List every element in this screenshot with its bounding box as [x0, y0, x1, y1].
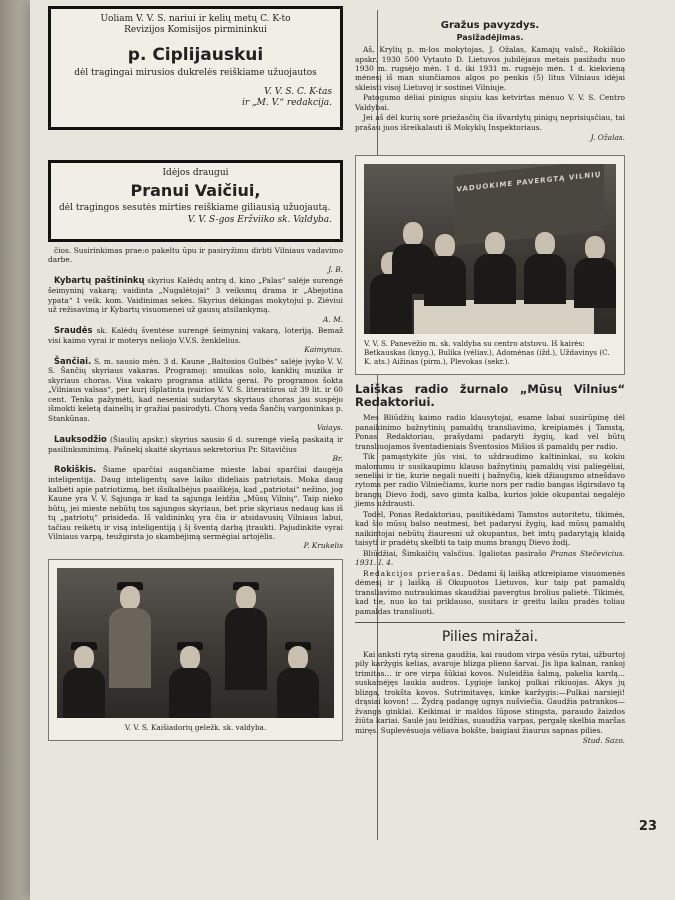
article-paragraph: Bliūdžiai, Šimkaičių valsčius. Igaliotas pasirašo Pranas Stečevicius. 1931. I. 4. [355, 548, 626, 568]
obituary-box-vaicius [48, 160, 343, 242]
person-figure [474, 232, 516, 304]
person-figure [524, 232, 566, 304]
obituary-line: Idėjos draugui [162, 168, 229, 178]
obituary-line: Revizijos Komisijos pirmininkui [124, 25, 267, 36]
photo-kaisiadorys-board [48, 559, 343, 741]
section-divider [355, 622, 625, 623]
person-figure [63, 642, 105, 718]
obituary-line: Uoliam V. V. S. nariui ir kelių metų C. K-to [100, 14, 291, 24]
article-signature: Stud. Sazo. [582, 736, 625, 746]
article-title: Pilies miražai. [441, 629, 539, 645]
article-subtitle: Pasižadėjimas. [456, 32, 524, 42]
obituary-name: Pranui Vaičiui, [130, 181, 261, 201]
news-item: Sraudės sk. Kalėdų šventėse surengė šeimyninį vakarą, loteriją. Bemaž visi kaimo vyrai ir moterys nešiojo V.V.S. ženklelius. Kaimynas. [48, 325, 343, 355]
person-figure [225, 582, 267, 690]
right-column [355, 20, 625, 746]
photo-panevezys-board [355, 155, 625, 375]
article-letter [355, 383, 625, 616]
page-number: 23 [638, 819, 657, 834]
banner-text: VADUOKIME PAVERGTĄ VILNIŲ [456, 170, 602, 194]
person-figure [109, 582, 151, 688]
article-paragraph: Jei aš dėl kurių sorė priežasčių čia išvardytų pinigų neprisiųsčiau, tai prašau juos išreikalauti iš Mokyklų Inspektoriaus. [355, 113, 625, 132]
article-paragraph: Redakcijos prierašas. Dėdami šį laišką atkreipiame visuomenės dėmesį ir į laišką iš Okupuotos Lietuvos, kur taip pat pamaldų transliavimo nutraukimas skaudžiai pavergtus brolius palietė. Tikimės, kad tie, nuo ko tai priklauso, susitars ir greitu laiku pradės toliau pamaldas transliuoti. [355, 568, 625, 616]
obituary-name: p. Ciplijauskui [127, 44, 264, 65]
news-item: Lauksodžio (Šiaulių apskr.) skyrius sausio 6 d. surengė viešą paskaitą ir pasilinksminimą. Pašnekį skaitė skyriaus sekretorius Pr. Sitavičius Br. [48, 433, 343, 463]
obituary-signature: V. V. S-gos Eržviiko sk. Valdyba. [187, 214, 332, 225]
group-photo [57, 568, 334, 718]
photo-caption: V. V. S. Panevėžio m. sk. valdyba su centro atstovu. Iš kairės: Betkauskas (knyg.), Bulika (vėliav.), Adomėnas (ižd.), Uždavinys (C. K. ats.) Aižinas (pirm.), Plevokas (sekr.). [364, 338, 610, 366]
person-figure [277, 642, 319, 718]
obituary-text: dėl tragingai mirusios dukrelės reiškiame užuojautos [74, 67, 317, 78]
left-column [48, 6, 343, 741]
person-figure [424, 234, 466, 306]
news-item: Rokiškis. Šiame sparčiai augančiame mieste labai sparčiai daugėja inteligentija. Daug inteligentų save laiko dideliais patriotais. Moka daug kalbėti apie patriotizmą, bet išsikalbėjus paaiškėja, kad „patriotai“ nežino, jog Kaune yra V. V. Sąjunga ir kad ta sąjunga leidžia „Mūsų Vilnių“. Taip nieko būtų, jei mieste nebūtų tos sąjungos skyriaus, bet prie skyriaus nedaug kas iš tų „patriotų“ prisideda. Iš valdininkų yra čia ir atsidavusių Vilniaus labui, tačiau reikėtų ir visą inteligentiją į šį šventą darbą įtraukti. Pajudinkite vyrai Vilniaus varpą, teužgirsta jo skambėjimą sermėgiai artojėlis. P. Krukelis [48, 464, 343, 551]
obituary-text: dėl tragingos sesutės mirties reiškiame giliausią užuojautą. [59, 203, 331, 214]
obituary-box-ciplijauskas [48, 6, 343, 130]
obituary-signature: ir „M. V.“ redakcija. [241, 98, 332, 109]
obituary-signature: V. V. S. C. K-tas [264, 87, 332, 97]
person-figure [169, 642, 211, 718]
poem-text: Kai anksti rytą sirena gaudžia, kai raudom virpa vėsūs rytai, užburtoj pily karžygis kelias, avaroje blizga plieno šarvai. Jis lipa kalnan, rankoj trimitas... ir ore virpa šūkiai kovos. Nuleidžia šalmą, pakelia kardą... suskamėjęs laukia audros. Lygioje lankoj pulkai rikiuojas. Akys jų blizga, trokšta kovos. Sutrimitavęs, kinke karžygis:—Pulkai narsieji! drąsiai kovon! ... Žydrą padangę ugnys nušviečia. Gaudžia patrankos—žvanga ginklai. Keikimai ir maldos lūpose stingsta, paraudo žaizdos žiūta kariai. Saulė jau leidžias, suaudžia varpas, pergalę skelbia maršas miręs. Suplevėsuoja vėliava bokšte, baigiasi žiaurus sapnas pilies. [355, 649, 625, 735]
photo-caption: V. V. S. Kaišiadorių geležk. sk. valdyba. [124, 722, 267, 732]
article-paragraph: Todėl, Ponas Redaktoriau, pasitikėdami Tamstos autoritetu, tikimės, kad šio mūsų balso neatmesi, bet padarysi žygių, kad mūsų pamaldų naikintojai nebūtų žiauresni už okupantus, bet imtų padarytąją klaidą taisyti ir pradėtų skelbti ta taip mums brangų Dievo žodį. [355, 509, 625, 548]
news-item: Šančiai. S. m. sausio mėn. 3 d. Kaune „Baltosios Gulbės“ salėje įvyko V. V. S. Šančių skyriaus vakaras. Programoj: smuikas solo, kanklių muzika ir skyriaus choras. Visa vakaro programa atlikta gerai. Po programos šokta „Vilniaus valsas“, per kurį išplatinta įvairios V. V. S. literatūros už 39 lit. ir 60 cent. Tenka pažymėti, kad neseniai sudarytas skyriaus choras jau suspėjo išmokti keletą dainelių ir gražiai pasirodyti. Chorą veda Šančių vargoninkas p. Stankūnas. Vaiays. [48, 355, 343, 433]
person-figure [574, 236, 616, 308]
binding-gutter [0, 0, 30, 900]
article-signature: J. Ožalas. [590, 133, 625, 143]
news-item: Kybartų paštininkų skyrius Kalėdų antrą d. kino „Palas“ salėje surengė šeimyninį vakarą; vaidinta „Nugalėtojai“ 3 veiksmų drama ir „Abejotina ypata“ 1 veik. kom. Vaidinimas sekės. Skyrius dėkingas mokytojui p. Ziėviui už režisavimą ir Kybartų visuomenei už gausų atsilankymą. A. M. [48, 275, 343, 324]
article-poem [355, 629, 625, 746]
news-item: čios. Susirinkimas prae:o pakeltu ūpu ir pasiryžimu dirbti Vilniaus vadavimo darbe. J. B. [48, 246, 343, 274]
article-title: Gražus pavyzdys. [440, 20, 540, 31]
branch-news [48, 246, 343, 551]
article-paragraph: Aš, Krylių p. m-los mokytojas, J. Ožalas, Kamajų valsč., Rokiškio apskr. 1930 500 Vytauto D. Lietuvos jubilėjaus metais pasižadu nuo 1930 m. rugsėjo mėn. 1 d. iki 1931 m. rugsėjo mėn. 1 d. kiekvieną mėnesį iš man siunčiamos algos po penkis (5) litus Vilniaus idėjai skleisti visoj Lietuvoj ir sostinei Vilniuje. [355, 45, 625, 92]
article-example [355, 20, 625, 143]
article-paragraph: Patogumo dėliai pinigus siųsiu kas ketvirtas mėnuo V. V. S. Centro Valdybai. [355, 93, 625, 112]
article-paragraph: Mes Bliūdžių kaimo radio klausytojai, esame labai susirūpinę dėl panaikinimo bažnytinių pamaldų transliavimo, kreipiamės į Tamstą, Ponas Redaktoriau, prašydami padaryti žygių, kad vėl būtų transliuojamos šventadieniais Šventosios Mišios iš pamaldų per radio. [355, 413, 625, 451]
article-title: Laiškas radio žurnalo „Mūsų Vilnius“ Redaktoriui. [355, 381, 625, 409]
group-photo [364, 164, 616, 334]
article-paragraph: Tik pamąstykite jūs visi, to uždraudimo kaltininkai, su kokiu malonumu ir susikaupimu klauso bažnytinių pamaldų visi paliegėliai, seneliai ir tie, kurie negali nueiti į bažnyčią, kiek džiaugsmo atnešdavo rytoms per radio Vilniečiams, kurie nors per radio bangas išgirsdavo tą brangų Dievo žodį, savo gimta kalba, kurios jokie okupantai negalėjo jiems uždrausti. [355, 452, 625, 509]
